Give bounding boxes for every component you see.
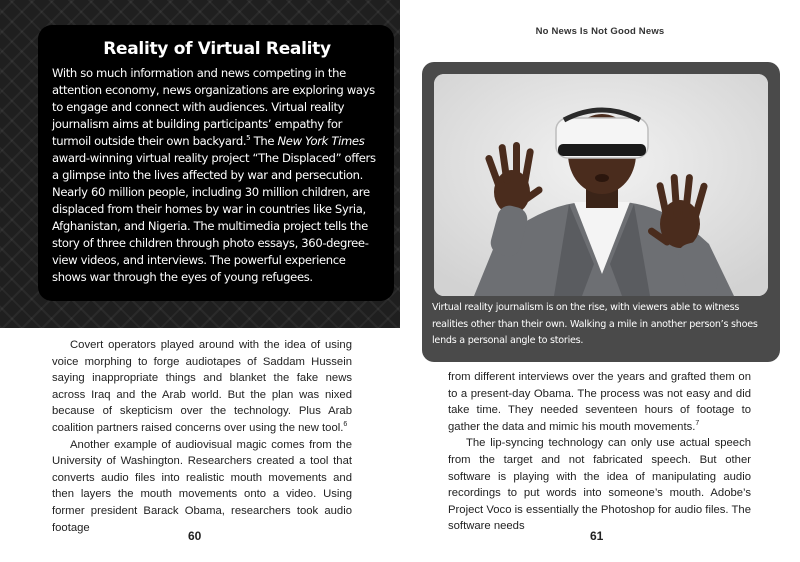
running-header: No News Is Not Good News xyxy=(535,26,665,37)
footnote-ref: 6 xyxy=(343,421,348,429)
right-page xyxy=(400,0,800,562)
paragraph xyxy=(448,369,751,435)
sidebar-body xyxy=(52,65,382,286)
sidebar-banner xyxy=(0,0,400,328)
sidebar-text-1: With so much information and news competing in the attention economy, news organizations are exploring ways to engage and connect with audiences. Virtual reality journalism aims at building participants’ empathy for turmoil outside their own backyard. xyxy=(52,66,375,148)
footnote-ref: 7 xyxy=(695,420,700,428)
vr-headset-photo xyxy=(434,74,768,296)
publication-name: New York Times xyxy=(277,134,365,148)
photo-caption: Virtual reality journalism is on the rise, with viewers able to witness realities other than their own. Walking a mile in another person’s shoes lends a personal angle to stories. xyxy=(432,302,758,346)
sidebar-text-2: The xyxy=(250,134,278,148)
paragraph: Another example of audiovisual magic comes from the University of Washington. Researchers created a tool that converts audio files into realistic mouth movements and then layers the mouth movements onto a video. Using former president Barack Obama, researchers took audio footage xyxy=(52,438,352,534)
page-number: 61 xyxy=(590,529,604,543)
paragraph xyxy=(52,337,352,437)
paragraph-text: Covert operators played around with the idea of using voice morphing to forge audiotapes of Saddam Hussein saying inappropriate things and blanket the fake news across Iraq and the Arab world. But the plan was nixed because of skepticism over the technology. Plus Arab coalition partners raised concerns over using the new tool. xyxy=(52,339,352,434)
sidebar-title: Reality of Virtual Reality xyxy=(103,39,331,59)
sidebar-text-3: award-winning virtual reality project “The Displaced” offers a glimpse into the lives affected by war and persecution. Nearly 60 million people, including 30 million children, are displaced from their homes by war in countries like Syria, Afghanistan, and Nigeria. The multimedia project tells the story of three children through photo essays, 360-degree- view videos, and interviews. The powerful experience shows war through the eyes of young refugees. xyxy=(52,151,376,284)
page-number: 60 xyxy=(188,529,202,543)
paragraph: The lip-syncing technology can only use actual speech from the target and not fabricated speech. But other software is playing with the idea of manipulating audio recordings to put words into someone’s mouth. Adobe’s Project Voco is essentially the Photoshop for audio files. The software needs xyxy=(448,437,751,533)
sidebar-box xyxy=(38,25,394,301)
photo-frame xyxy=(422,62,780,362)
footnote-ref: 5 xyxy=(246,134,251,143)
right-body-text xyxy=(448,369,751,535)
left-body-text xyxy=(52,337,352,536)
vr-user-illustration xyxy=(434,74,768,296)
paragraph-text: from different interviews over the years and grafted them on to a present-day Obama. The process was not easy and did take time. They needed seventeen hours of footage to gather the data and mimic his mouth movements. xyxy=(448,371,751,433)
